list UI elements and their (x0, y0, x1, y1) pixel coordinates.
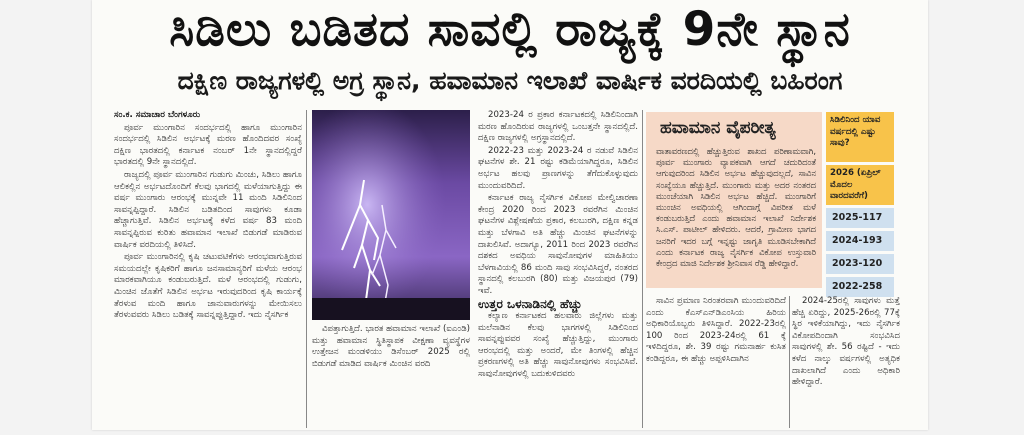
deaths-by-year-sidebar (826, 112, 894, 297)
article-column-2 (312, 324, 470, 428)
box-title: ಹವಾಮಾನ ವೈಪರೀತ್ಯ (660, 118, 776, 138)
section-subheading: ಉತ್ತರ ಒಳನಾಡಿನಲ್ಲಿ ಹೆಚ್ಚು (478, 296, 582, 311)
year-count-row: 2022-258 (826, 277, 894, 297)
article-column-1 (114, 110, 302, 428)
subheadline: ದಕ್ಷಿಣ ರಾಜ್ಯಗಳಲ್ಲಿ ಅಗ್ರ ಸ್ಥಾನ, ಹವಾಮಾನ ಇಲಾಖೆ ವಾರ್ಷಿಕ ವರದಿಯಲ್ಲಿ ಬಹಿರಂಗ (177, 66, 843, 95)
lightning-photo (312, 110, 470, 320)
column-divider (642, 110, 643, 428)
article-paragraph: ವಿಪತ್ತಾಗುತ್ತಿದೆ. ಭಾರತ ಹವಾಮಾನ ಇಲಾಖೆ (ಐಎಂಡಿ) ಮತ್ತು ಹವಾಮಾನ ಸ್ಥಿತಿಸ್ಥಾಪಕ ವೀಕ್ಷಣಾ ವ್ಯವಸ್ಥೆಗಳ ಉತ್ತೇಜನ ಮಂಡಳಿಯು ಡಿಸೆಂಬರ್ 2025 ರಲ್ಲಿ ಬಿಡುಗಡೆ ಮಾಡಿದ ವಾರ್ಷಿಕ ಮಿಂಚಿನ ವರದಿ (312, 324, 470, 369)
sidebar-period: 2026 (ಏಪ್ರಿಲ್ ಮೊದಲ ವಾರದವರೆಗೆ) (826, 165, 894, 205)
column-divider (789, 296, 790, 428)
article-column-5 (792, 296, 900, 428)
article-paragraph: ರಾಜ್ಯದಲ್ಲಿ ಪೂರ್ವ ಮುಂಗಾರಿನ ಗುಡುಗು ಮಿಂಚು, ಸಿಡಿಲು ಹಾಗೂ ಆಲಿಕಲ್ಲಿನ ಅರ್ಭಟದೊಂದಿಗೆ ಕೆಲವು ಭಾಗದಲ್ಲಿ ಮಳೆಯಾಗುತ್ತಿದ್ದು ಈ ವರ್ಷ ಮುಂಗಾರು ಆರಂಭಕ್ಕೆ ಮುನ್ನವೇ 11 ಮಂದಿ ಸಿಡಿಲಿನಿಂದ ಸಾವನ್ನಪ್ಪಿದ್ದಾರೆ. ಸಿಡಿಲಿನ ಬಡಿತದಿಂದ ಸಾವುಗಳು ಕೂಡಾ ಹೆಚ್ಚಾಗುತ್ತಿವೆ. ಸಿಡಿಲಿನ ಅರ್ಭಟಕ್ಕೆ ಕಳೆದ ವರ್ಷ 83 ಮಂದಿ ಸಾವನ್ನಪ್ಪಿರುವ ಕುರಿತು ಹವಾಮಾನ ಇಲಾಖೆ ಬಿಡುಗಡೆ ಮಾಡಿರುವ ವಾರ್ಷಿಕ ವರದಿಯಲ್ಲಿ ತಿಳಿಸಿದೆ. (114, 169, 302, 250)
article-paragraph: ಪೂರ್ವ ಮುಂಗಾರಿನಲ್ಲಿ ಕೃಷಿ ಚಟುವಟಿಕೆಗಳು ಆರಂಭವಾಗುತ್ತಿರುವ ಸಮಯದಲ್ಲೇ ಕೃಷಿಕರಿಗೆ ಹಾಗೂ ಜನಸಾಮಾನ್ಯರಿಗೆ ಮಳೆಯ ಆರಂಭ ಮಾರಕವಾಗಿಯೂ ಕಂಡುಬರುತ್ತಿದೆ. ಮಳೆ ಆರಂಭದಲ್ಲಿ ಗುಡುಗು, ಮಿಂಚಿನ ಜೊತೆಗೆ ಸಿಡಿಲಿನ ಅರ್ಭಟ ಇರುವುದರಿಂದ ಕೃಷಿ ಕಾರ್ಯಕ್ಕೆ ತೆರಳುವ ಮಂದಿ ಹಾಗೂ ಜಾನುವಾರುಗಳನ್ನು ಮೇಯಿಸಲು ತೆರಳುವವರು ಸಿಡಿಲು ಬಡಿತಕ್ಕೆ ಸಾವನ್ನಪ್ಪುತ್ತಿದ್ದಾರೆ. ಇದು ನೈಸರ್ಗಿಕ (114, 252, 302, 321)
article-paragraph: ಕಲ್ಯಾಣ ಕರ್ನಾಟಕದ ಹಲವಾರು ಜಿಲ್ಲೆಗಳು ಮತ್ತು ಮಲೆನಾಡಿನ ಕೆಲವು ಭಾಗಗಳಲ್ಲಿ ಸಿಡಿಲಿನಿಂದ ಸಾವನ್ನಪ್ಪುವವರ ಸಂಖ್ಯೆ ಹೆಚ್ಚುತ್ತಿದ್ದು, ಮುಂಗಾರು ಆರಂಭದಲ್ಲಿ ಮತ್ತು ಅಂದರೆ, ಮೇ ತಿಂಗಳಲ್ಲಿ ಹೆಚ್ಚಿನ ಪ್ರಕರಣಗಳಲ್ಲಿ ಅತಿ ಹೆಚ್ಚು ಸಾವುನೋವುಗಳು ಸಂಭವಿಸಿವೆ. ಸಾವುನೋವುಗಳಲ್ಲಿ ಬದುಕುಳಿದವರು (478, 311, 638, 380)
article-paragraph: 2024-25ರಲ್ಲಿ ಸಾವುಗಳು ಮತ್ತೆ ಹೆಚ್ಚಿ ಏರಿದ್ದು, 2025-26ರಲ್ಲಿ 77ಕ್ಕೆ ಸ್ಥಿರ ಇಳಿಕೆಯಾಗಿದ್ದು, ಇದು ನೈಸರ್ಗಿಕ ವಿಕೋಪದಿಂದಾಗಿ ಸಂಭವಿಸಿದ ಸಾವುಗಳಲ್ಲಿ ಶೇ. 56 ರಷ್ಟಿದೆ - ಇದು ಕಳೆದ ನಾಲ್ಕು ವರ್ಷಗಳಲ್ಲಿ ಅತ್ಯಧಿಕ ದಾಖಲಾಗಿದೆ ಎಂದು ಅಧಿಕಾರಿ ಹೇಳಿದ್ದಾರೆ. (792, 296, 900, 388)
sidebar-question: ಸಿಡಿಲಿನಿಂದ ಯಾವ ವರ್ಷದಲ್ಲಿ ಎಷ್ಟು ಸಾವು? (826, 112, 894, 162)
dateline: ಸಂ.ಕ. ಸಮಾಚಾರ ಬೆಂಗಳೂರು (114, 110, 201, 120)
year-count-row: 2023-120 (826, 254, 894, 274)
article-column-3 (478, 110, 638, 428)
column-divider (306, 110, 307, 428)
article-paragraph: ಸಾವಿನ ಪ್ರಮಾಣ ನಿರಂತರವಾಗಿ ಮುಂದುವರಿದಿದೆ ಎಂದು ಕೆಎಸ್‌ಎನ್‌ಡಿಎಂಸಿಯ ಹಿರಿಯ ಅಧಿಕಾರಿಯೊಬ್ಬರು ತಿಳಿಸಿದ್ದಾರೆ. 2022-23ರಲ್ಲಿ 100 ರಿಂದ 2023-24ರಲ್ಲಿ 61 ಕ್ಕೆ ಇಳಿದಿದ್ದರೂ, ಶೇ. 39 ರಷ್ಟು ಗಮನಾರ್ಹ ಕುಸಿತ ಕಂಡಿದ್ದರೂ, ಈ ಹೆಚ್ಚು ಅಪ್ಪಳಿಸಿದಾಗಿನ (646, 296, 786, 364)
article-paragraph: 2022-23 ಮತ್ತು 2023-24 ರ ನಡುವೆ ಸಿಡಿಲಿನ ಘಟನೆಗಳ ಶೇ. 21 ರಷ್ಟು ಕಡಿಮೆಯಾಗಿದ್ದರೂ, ಸಿಡಿಲಿನ ಅರ್ಭಟ ಹಲವು ಪ್ರಾಣಗಳನ್ನು ತೆಗೆದುಕೊಳ್ಳುವುದು ಮುಂದುವರಿದಿದೆ. (478, 145, 638, 191)
headline: ಸಿಡಿಲು ಬಡಿತದ ಸಾವಲ್ಲಿ ರಾಜ್ಯಕ್ಕೆ 9ನೇ ಸ್ಥಾನ (169, 2, 851, 57)
box-body: ವಾತಾವರಣದಲ್ಲಿ ಹೆಚ್ಚುತ್ತಿರುವ ಶಾಖದ ಪರಿಣಾಮವಾಗಿ, ಪೂರ್ವ ಮುಂಗಾರು ವ್ಯಾಪಕವಾಗಿ ಆಗದೆ ಚದುರಿದಂತೆ ಆಗುವುದರಿಂದ ಸಿಡಿಲಿನ ಅರ್ಭಟ ಹೆಚ್ಚುವುದಲ್ಲದೆ, ಸಾವಿನ ಸಂಖ್ಯೆಯೂ ಹೆಚ್ಚುತ್ತಿದೆ. ಮುಂಗಾರು ಮತ್ತು ಅದರ ನಂತರದ ಮುಂಚೆಯಾಗಿ ಸಿಡಿಲಿನ ಅರ್ಭಟ ಹೆಚ್ಚಿದೆ. ಮುಂಗಾರಿಗೆ ಮುಂಚಿನ ಅವಧಿಯಲ್ಲಿ ಆಗಿಂದಾಗ್ಗೆ ವಿಪರೀತ ಮಳೆ ಕಂಡುಬರುತ್ತಿದೆ ಎಂದು ಹವಾಮಾನ ಇಲಾಖೆ ನಿರ್ದೇಶಕ ಸಿ.ಎಸ್. ಪಾಟೀಲ್ ಹೇಳಿದರು. ಆದರೆ, ಗ್ರಾಮೀಣ ಭಾಗದ ಜನರಿಗೆ ಇದರ ಬಗ್ಗೆ ಇನ್ನಷ್ಟು ಜಾಗೃತಿ ಮೂಡಿಸಬೇಕಾಗಿದೆ ಎಂದು ಕರ್ನಾಟಕ ರಾಜ್ಯ ನೈಸರ್ಗಿಕ ವಿಕೋಪ ಉಸ್ತುವಾರಿ ಕೇಂದ್ರದ ಮಾಜಿ ನಿರ್ದೇಶಕ ಶ್ರೀನಿವಾಸ ರೆಡ್ಡಿ ಹೇಳಿದ್ದಾರೆ. (656, 146, 816, 269)
year-count-row: 2025-117 (826, 208, 894, 228)
article-paragraph: 2023-24 ರ ಪ್ರಕಾರ ಕರ್ನಾಟಕದಲ್ಲಿ ಸಿಡಿಲಿನಿಂದಾಗಿ ಮರಣ ಹೊಂದಿರುವ ರಾಜ್ಯಗಳಲ್ಲಿ ಒಂಬತ್ತನೇ ಸ್ಥಾನದಲ್ಲಿದೆ. ದಕ್ಷಿಣ ರಾಜ್ಯಗಳಲ್ಲಿ ಅಗ್ರಸ್ಥಾನದಲ್ಲಿದೆ. (478, 110, 638, 144)
weather-extremes-box (646, 112, 822, 288)
article-column-4 (646, 296, 786, 428)
article-paragraph: ಕರ್ನಾಟಕ ರಾಜ್ಯ ನೈಸರ್ಗಿಕ ವಿಕೋಪ ಮೇಲ್ವಿಚಾರಣಾ ಕೇಂದ್ರ 2020 ರಿಂದ 2023 ರವರೆಗಿನ ಮಿಂಚಿನ ಘಟನೆಗಳ ವಿಶ್ಲೇಷಣೆಯ ಪ್ರಕಾರ, ಕಲಬುರಗಿ, ದಕ್ಷಿಣ ಕನ್ನಡ ಮತ್ತು ಬೆಳಗಾವಿ ಅತಿ ಹೆಚ್ಚು ಮಿಂಚಿನ ಘಟನೆಗಳನ್ನು ದಾಖಲಿಸಿವೆ. ಅದಾಗ್ಯೂ, 2011 ರಿಂದ 2023 ರವರೆಗಿನ ದಶಕದ ಅವಧಿಯ ಸಾವುನೋವುಗಳ ಮಾಹಿತಿಯು ಬೆಳಗಾವಿಯಲ್ಲಿ 86 ಮಂದಿ ಸಾವು ಸಂಭವಿಸಿದ್ದರೆ, ನಂತರದ ಸ್ಥಾನದಲ್ಲಿ ಕಲಬುರಗಿ (80) ಮತ್ತು ವಿಜಯಪುರ (79) ಇವೆ. (478, 193, 638, 296)
newspaper-page (92, 0, 928, 430)
article-paragraph: ಪೂರ್ವ ಮುಂಗಾರಿನ ಸಂದರ್ಭದಲ್ಲಿ ಹಾಗೂ ಮುಂಗಾರಿನ ಸಂದರ್ಭದಲ್ಲಿ ಸಿಡಿಲಿನ ಅರ್ಭಟಕ್ಕೆ ಮರಣ ಹೊಂದಿದವರ ಸಂಖ್ಯೆ ದಕ್ಷಿಣ ಭಾರತದಲ್ಲಿ ಕರ್ನಾಟಕ ನಂಬರ್ 1ನೇ ಸ್ಥಾನದಲ್ಲಿದ್ದರೆ ಭಾರತದಲ್ಲಿ 9ನೇ ಸ್ಥಾನದಲ್ಲಿದೆ. (114, 122, 302, 168)
year-count-row: 2024-193 (826, 231, 894, 251)
